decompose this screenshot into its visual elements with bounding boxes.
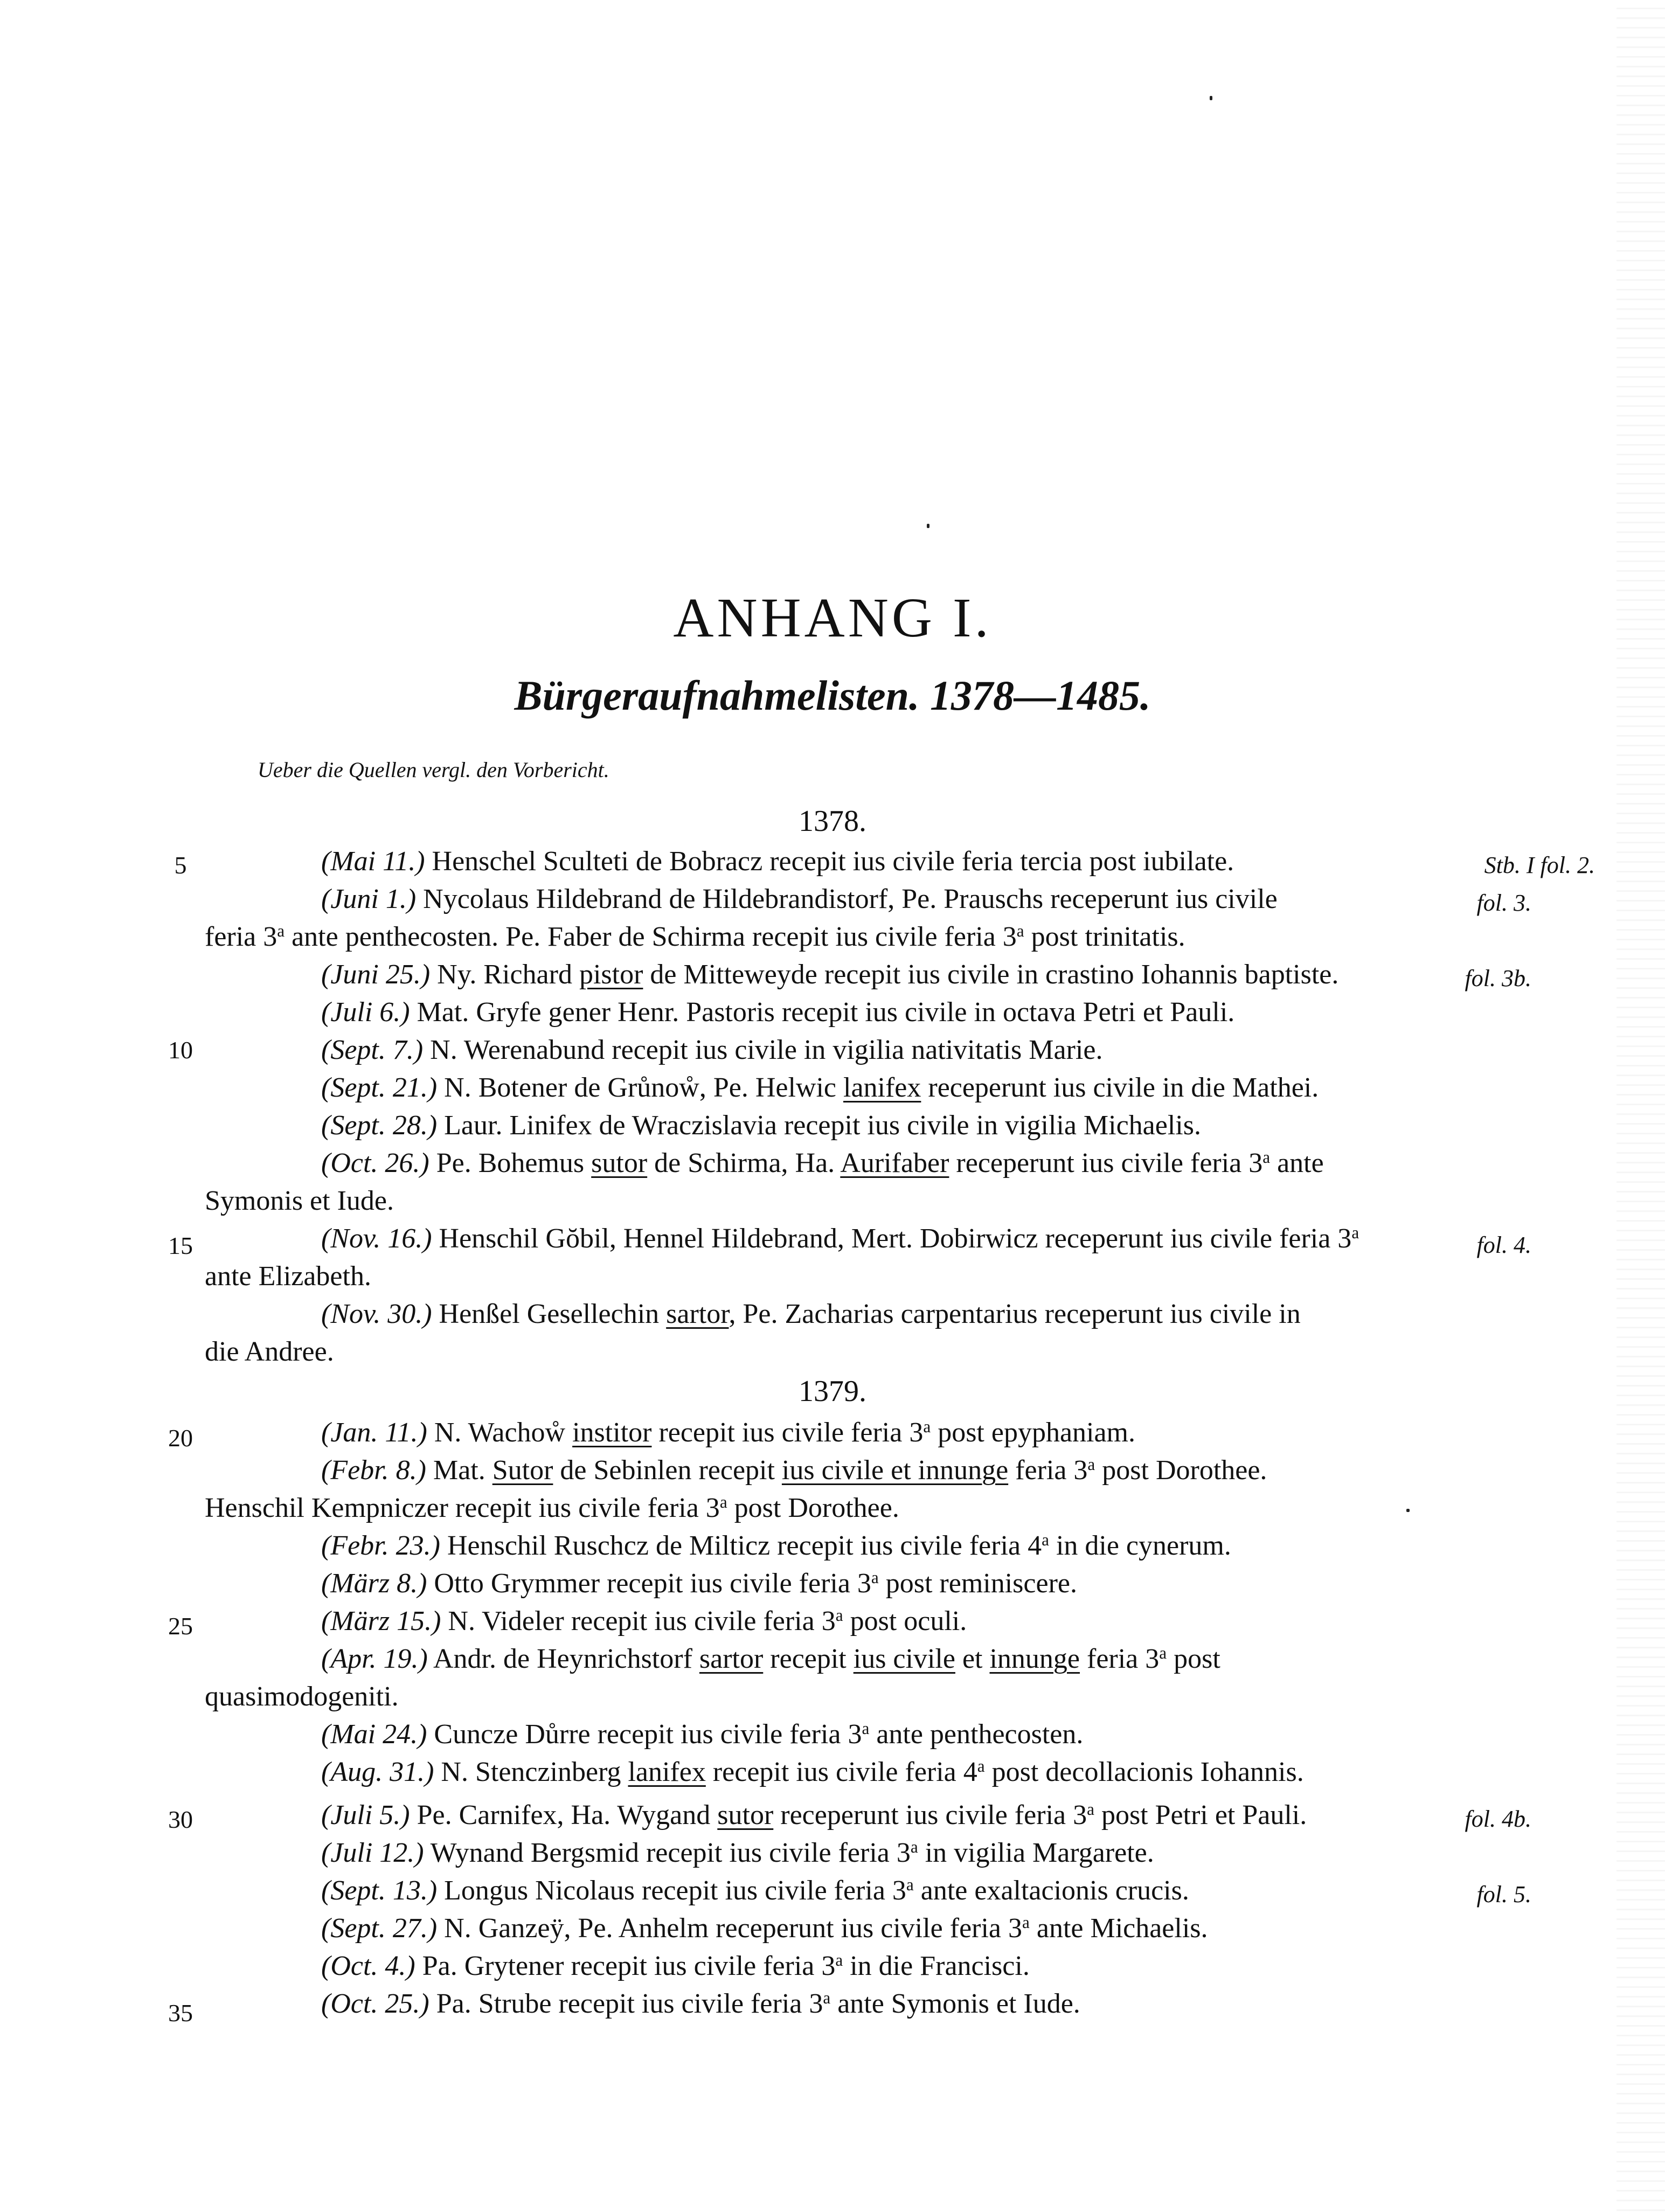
entry-line [205, 1683, 399, 1711]
underlined-term: sartor [699, 1644, 764, 1674]
entry-text: receperunt ius civile feria 3 [773, 1800, 1087, 1830]
entry-line [205, 1187, 394, 1215]
entry-text: quasimodogeniti. [205, 1681, 399, 1712]
ordinal-mark: a [862, 1718, 870, 1738]
appendix-subtitle: Bürgeraufnahmelisten. 1378—1485. [514, 672, 1151, 719]
entry-line [321, 1454, 1267, 1486]
entry-text: Andr. de Heynrichstorf [427, 1644, 699, 1674]
entry-text: ante [1270, 1148, 1324, 1178]
entry-line [321, 1570, 1077, 1598]
underlined-term: sutor [591, 1148, 648, 1178]
line-number: 35 [168, 1999, 193, 2027]
entry-text: post reminiscere. [878, 1568, 1077, 1599]
entry-date: (Febr. 8.) [321, 1455, 426, 1486]
entry-text: Mat. [426, 1455, 492, 1486]
entry-line [321, 1607, 967, 1635]
entry-text: N. Stenczinberg [434, 1757, 628, 1787]
entry-text: ante penthecosten. Pe. Faber de Schirma recepit ius civile feria 3 [285, 921, 1017, 952]
entry-text: N. Ganzeÿ, Pe. Anhelm receperunt ius civile feria 3 [437, 1913, 1023, 1944]
entry-text: in die Francisci. [843, 1951, 1030, 1981]
entry-line [321, 1801, 1307, 1829]
entry-line [321, 848, 1234, 876]
underlined-term: innunge [989, 1644, 1080, 1674]
entry-line [205, 1338, 334, 1366]
scan-speck [927, 524, 929, 528]
scan-speck [1210, 96, 1212, 100]
entry-date: (Sept. 13.) [321, 1875, 438, 1906]
ordinal-mark: a [1042, 1530, 1049, 1549]
entry-line [205, 1494, 899, 1522]
entry-line [321, 1912, 1208, 1944]
entry-text: Otto Grymmer recepit ius civile feria 3 [427, 1568, 871, 1599]
line-number: 25 [168, 1612, 193, 1640]
entry-text: post epyphaniam. [931, 1417, 1136, 1448]
entry-text: et [955, 1644, 990, 1674]
ordinal-mark: a [823, 1988, 831, 2007]
entry-text: Longus Nicolaus recepit ius civile feria 3 [437, 1875, 906, 1906]
ordinal-mark: a [906, 1875, 914, 1894]
entry-date: (Nov. 30.) [321, 1299, 432, 1329]
entry-text: de Mitteweyde recepit ius civile in crastino Iohannis baptiste. [643, 959, 1339, 990]
entry-date: (Mai 24.) [321, 1719, 427, 1750]
entry-date: (Sept. 27.) [321, 1913, 438, 1944]
entry-text: Henschel Sculteti de Bobracz recepit ius civile feria tercia post iubilate. [425, 846, 1234, 877]
entry-date: (Apr. 19.) [321, 1644, 428, 1674]
entry-text: Henschil Ruschcz de Milticz recepit ius civile feria 4 [440, 1530, 1042, 1561]
entry-line [321, 1645, 1220, 1673]
underlined-term: Aurifaber [840, 1148, 949, 1178]
folio-note: fol. 5. [1476, 1881, 1531, 1908]
entry-date: (Oct. 4.) [321, 1951, 415, 1981]
entry-line [321, 1419, 1135, 1447]
folio-note: fol. 3b. [1465, 965, 1531, 991]
entry-text: in die cynerum. [1049, 1530, 1231, 1561]
entry-text: feria 3 [1008, 1455, 1088, 1486]
entry-text: ante Symonis et Iude. [830, 1988, 1080, 2019]
underlined-term: ius civile et innunge [781, 1455, 1009, 1486]
entry-line [205, 1263, 371, 1291]
source-note: Ueber die Quellen vergl. den Vorbericht. [258, 758, 609, 782]
line-number: 15 [168, 1232, 193, 1259]
ordinal-mark: a [1087, 1799, 1094, 1819]
entry-text: post oculi. [843, 1606, 967, 1637]
entry-date: (Sept. 21.) [321, 1072, 438, 1103]
folio-note: fol. 4. [1476, 1232, 1531, 1258]
entry-line [321, 1300, 1301, 1328]
entry-date: (März 15.) [321, 1606, 441, 1637]
entry-text: Pa. Strube recepit ius civile feria 3 [429, 1988, 823, 2019]
entry-text: , Pe. Zacharias carpentarius receperunt ius civile in [729, 1299, 1301, 1329]
entry-text: N. Wachoẘ [427, 1417, 573, 1448]
ordinal-mark: a [1087, 1454, 1095, 1474]
entry-date: (Juli 6.) [321, 997, 410, 1028]
entry-text: post Dorothee. [1095, 1455, 1267, 1486]
entry-text: feria 3 [205, 921, 278, 952]
ordinal-mark: a [1159, 1643, 1167, 1662]
entry-text: ante exaltacionis crucis. [913, 1875, 1189, 1906]
entry-text: de Schirma, Ha. [647, 1148, 841, 1178]
entry-text: in vigilia Margarete. [918, 1837, 1154, 1868]
entry-date: (Jan. 11.) [321, 1417, 427, 1448]
ordinal-mark: a [1351, 1223, 1359, 1242]
entry-text: ante Elizabeth. [205, 1261, 371, 1292]
ordinal-mark: a [910, 1837, 918, 1856]
entry-line [321, 885, 1278, 913]
underlined-term: Sutor [492, 1455, 553, 1486]
entry-date: (Aug. 31.) [321, 1757, 434, 1787]
underlined-term: sutor [717, 1800, 774, 1830]
entry-text: die Andree. [205, 1336, 334, 1367]
entry-text: post decollacionis Iohannis. [984, 1757, 1304, 1787]
entry-text: feria 3 [1080, 1644, 1160, 1674]
entry-line [321, 1532, 1231, 1560]
folio-note: fol. 4b. [1465, 1806, 1531, 1832]
entry-line [321, 1758, 1304, 1786]
underlined-term: ius civile [853, 1644, 955, 1674]
entry-date: (Febr. 23.) [321, 1530, 440, 1561]
line-number: 5 [174, 851, 187, 879]
entry-date: (März 8.) [321, 1568, 427, 1599]
entry-line [321, 1225, 1359, 1253]
entry-text: Wynand Bergsmid recepit ius civile feria 3 [424, 1837, 911, 1868]
year-heading-1379: 1379. [799, 1375, 866, 1408]
entry-line [321, 1074, 1319, 1102]
entry-text: N. Videler recepit ius civile feria 3 [441, 1606, 836, 1637]
entry-date: (Oct. 26.) [321, 1148, 429, 1178]
ordinal-mark: a [719, 1492, 727, 1511]
entry-text: ante penthecosten. [869, 1719, 1084, 1750]
appendix-title: ANHANG I. [673, 587, 992, 649]
entry-text: Henschil Gŏbil, Hennel Hildebrand, Mert. Dobirwicz receperunt ius civile feria 3 [432, 1223, 1352, 1254]
entry-text: Ny. Richard [430, 959, 579, 990]
entry-text: post Dorothee. [727, 1493, 899, 1523]
year-heading-1378: 1378. [799, 805, 866, 838]
ordinal-mark: a [277, 921, 285, 940]
underlined-term: institor [572, 1417, 652, 1448]
entry-line [321, 1718, 1084, 1750]
folio-note: Stb. I fol. 2. [1484, 852, 1595, 878]
entry-text: Mat. Gryfe gener Henr. Pastoris recepit ius civile in octava Petri et Pauli. [410, 997, 1235, 1028]
ordinal-mark: a [871, 1568, 879, 1587]
entry-text: Cuncze Důrre recepit ius civile feria 3 [427, 1719, 862, 1750]
entry-line [321, 998, 1234, 1027]
entry-line [321, 961, 1338, 989]
entry-line [321, 1036, 1102, 1064]
line-number: 30 [168, 1806, 193, 1833]
entry-text: ante Michaelis. [1029, 1913, 1208, 1944]
entry-date: (Nov. 16.) [321, 1223, 432, 1254]
entry-text: Pe. Carnifex, Ha. Wygand [410, 1800, 718, 1830]
entry-date: (Juni 1.) [321, 884, 417, 914]
entry-text: Henschil Kempniczer recepit ius civile feria 3 [205, 1493, 720, 1523]
entry-text: recepit [763, 1644, 854, 1674]
underlined-term: lanifex [628, 1757, 706, 1787]
entry-line [321, 1877, 1189, 1905]
entry-line [321, 1112, 1201, 1140]
entry-date: (Sept. 7.) [321, 1035, 424, 1065]
entry-text: post trinitatis. [1024, 921, 1185, 952]
entry-text: N. Werenabund recepit ius civile in vigilia nativitatis Marie. [423, 1035, 1103, 1065]
entry-text: Laur. Linifex de Wraczislavia recepit ius civile in vigilia Michaelis. [437, 1110, 1201, 1141]
folio-note: fol. 3. [1476, 890, 1531, 916]
scan-speck [1406, 1509, 1410, 1512]
ordinal-mark: a [835, 1950, 843, 1970]
entry-line [205, 923, 1185, 951]
line-number: 10 [168, 1036, 193, 1064]
entry-date: (Mai 11.) [321, 846, 425, 877]
underlined-term: sartor [666, 1299, 729, 1329]
underlined-term: pistor [579, 959, 643, 990]
entry-text: Pa. Grytener recepit ius civile feria 3 [415, 1951, 836, 1981]
scan-edge [1617, 0, 1665, 2212]
entry-text: Pe. Bohemus [429, 1148, 592, 1178]
underlined-term: lanifex [843, 1072, 921, 1103]
entry-text: recepit ius civile feria 4 [705, 1757, 977, 1787]
entry-date: (Juli 12.) [321, 1837, 424, 1868]
ordinal-mark: a [1022, 1912, 1030, 1932]
ordinal-mark: a [977, 1756, 985, 1776]
entry-line [321, 1990, 1080, 2018]
entry-text: N. Botener de Grůnoẘ, Pe. Helwic [437, 1072, 843, 1103]
entry-text: de Sebinlen recepit [553, 1455, 782, 1486]
entry-line [321, 1952, 1030, 1980]
ordinal-mark: a [835, 1605, 843, 1625]
entry-text: recepit ius civile feria 3 [651, 1417, 924, 1448]
ordinal-mark: a [1016, 921, 1024, 940]
entry-date: (Juli 5.) [321, 1800, 410, 1830]
entry-text: post [1167, 1644, 1220, 1674]
entry-date: (Sept. 28.) [321, 1110, 438, 1141]
entry-line [321, 1149, 1324, 1177]
line-number: 20 [168, 1424, 193, 1452]
entry-date: (Juni 25.) [321, 959, 431, 990]
ordinal-mark: a [923, 1417, 931, 1436]
ordinal-mark: a [1262, 1147, 1271, 1167]
entry-text: receperunt ius civile feria 3 [949, 1148, 1263, 1178]
entry-text: Henßel Gesellechin [432, 1299, 667, 1329]
entry-text: post Petri et Pauli. [1094, 1800, 1307, 1830]
entry-text: Symonis et Iude. [205, 1185, 394, 1216]
entry-text: receperunt ius civile in die Mathei. [921, 1072, 1319, 1103]
entry-line [321, 1839, 1154, 1867]
entry-date: (Oct. 25.) [321, 1988, 429, 2019]
entry-text: Nycolaus Hildebrand de Hildebrandistorf, Pe. Prauschs receperunt ius civile [416, 884, 1278, 914]
